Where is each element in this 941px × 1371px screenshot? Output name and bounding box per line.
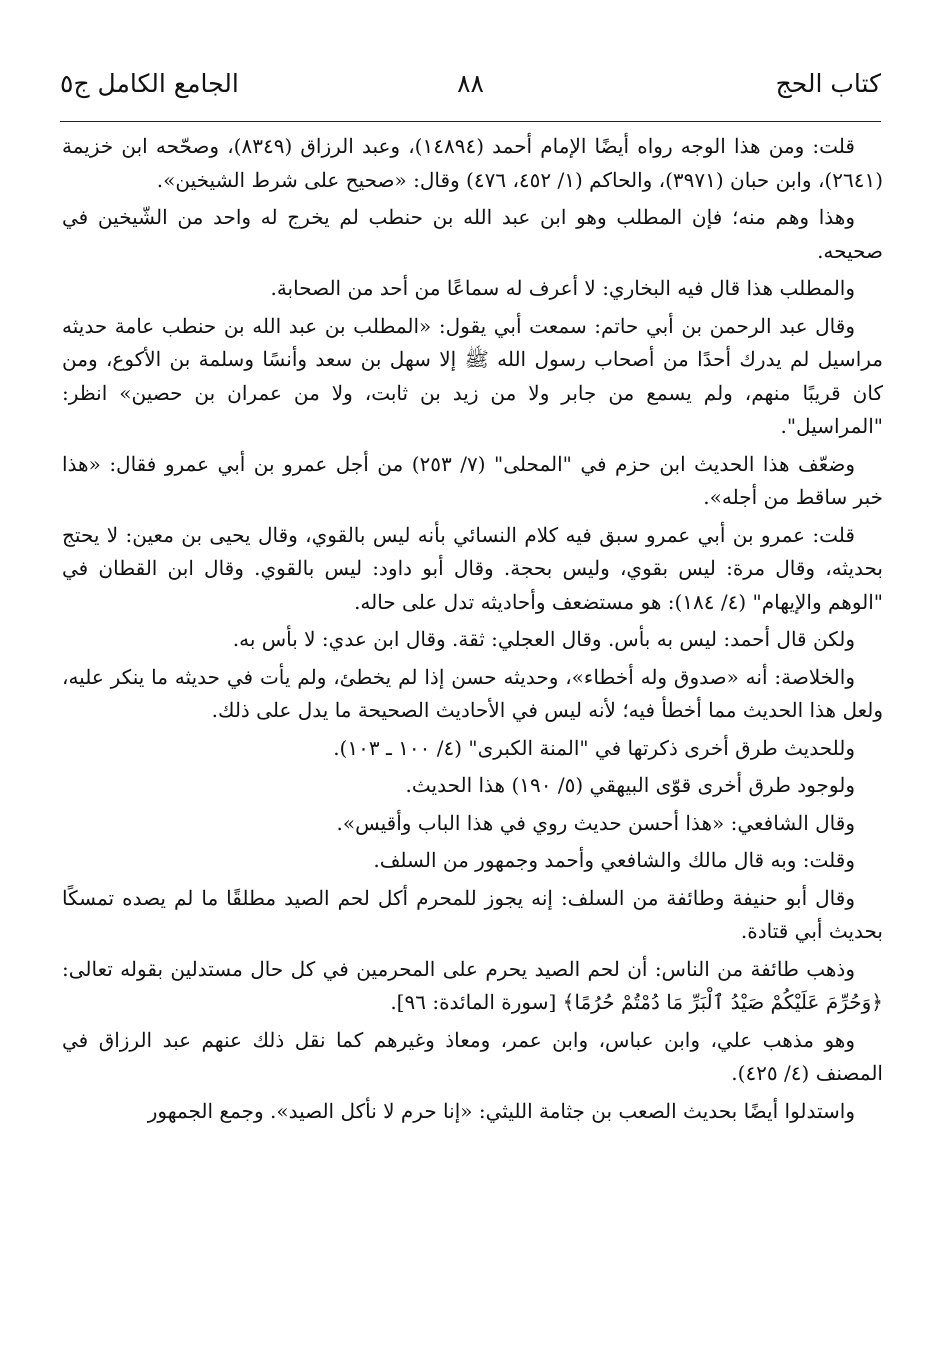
paragraph: ولوجود طرق أخرى قوّى البيهقي (٥/ ١٩٠) هذا الحديث. bbox=[405, 773, 855, 797]
chapter-title: كتاب الحج bbox=[775, 69, 881, 98]
paragraph: وذهب طائفة من الناس: أن لحم الصيد يحرم على المحرمين في كل حال مستدلين بقوله تعالى: ﴿وَحُرِّمَ عَلَيْكُمْ صَيْدُ ٱلْبَرِّ مَا دُمْتُمْ حُرُمًا﴾ [سورة المائدة: ٩٦]. bbox=[62, 956, 883, 1014]
paragraph: واستدلوا أيضًا بحديث الصعب بن جثامة الليثي: «إنا حرم لا نأكل الصيد». وجمع الجمهور bbox=[147, 1098, 855, 1123]
paragraph: والخلاصة: أنه «صدوق وله أخطاء»، وحديثه حسن إذا لم يخطئ، ولم يأت في حديثه ما ينكر عليه، ولعل هذا الحديث مما أخطأ فيه؛ لأنه ليس في الأحاديث الصحيحة ما يدل على ذلك. bbox=[62, 664, 883, 722]
paragraph: قلت: ومن هذا الوجه رواه أيضًا الإمام أحمد (١٤٨٩٤)، وعبد الرزاق (٨٣٤٩)، وصحّحه ابن خزيمة (٢٦٤١)، وابن حبان (٣٩٧١)، والحاكم (١/ ٤٥٢، ٤٧٦) وقال: «صحيح على شرط الشيخين». bbox=[62, 134, 883, 192]
page-body bbox=[62, 130, 883, 1361]
paragraph: ولكن قال أحمد: ليس به بأس. وقال العجلي: ثقة. وقال ابن عدي: لا بأس به. bbox=[232, 627, 855, 651]
paragraph: وقال الشافعي: «هذا أحسن حديث روي في هذا الباب وأقيس». bbox=[336, 810, 855, 835]
paragraph: قلت: عمرو بن أبي عمرو سبق فيه كلام النسائي بأنه ليس بالقوي، وقال يحيى بن معين: لا يحتج بحديثه، وقال مرة: ليس بقوي، وليس بحجة. وقال أبو داود: ليس بالقوي. وقال ابن القطان في "الوهم والإيهام" (٤/ ١٨٤): هو مستضعف وأحاديثه تدل على حاله. bbox=[62, 522, 883, 614]
book-title: الجامع الكامل ج٥ bbox=[60, 69, 239, 98]
paragraph: وقلت: وبه قال مالك والشافعي وأحمد وجمهور من السلف. bbox=[373, 848, 855, 872]
header-rule bbox=[60, 121, 881, 122]
paragraph: وقال عبد الرحمن بن أبي حاتم: سمعت أبي يقول: «المطلب بن عبد الله بن حنطب عامة حديثه مراسيل لم يدرك أحدًا من أصحاب رسول الله ﷺ إلا سهل بن سعد وأنسًا وسلمة بن الأكوع، ومن كان قريبًا منهم، ولم يسمع من جابر ولا من زيد بن ثابت، ولا من عمران بن حصين» انظر: "المراسيل". bbox=[62, 313, 883, 438]
paragraph: وهذا وهم منه؛ فإن المطلب وهو ابن عبد الله بن حنطب لم يخرج له واحد من الشّيخين في صحيحه. bbox=[62, 205, 883, 263]
paragraph: والمطلب هذا قال فيه البخاري: لا أعرف له سماعًا من أحد من الصحابة. bbox=[270, 276, 855, 300]
paragraph: وهو مذهب علي، وابن عباس، وابن عمر، ومعاذ وغيرهم كما نقل ذلك عنهم عبد الرزاق في المصنف (٤/ ٤٢٥). bbox=[62, 1027, 883, 1085]
paragraph: وضعّف هذا الحديث ابن حزم في "المحلى" (٧/ ٢٥٣) من أجل عمرو بن أبي عمرو فقال: «هذا خبر ساقط من أجله». bbox=[62, 451, 883, 509]
paragraph: وقال أبو حنيفة وطائفة من السلف: إنه يجوز للمحرم أكل لحم الصيد مطلقًا ما لم يصده تمسكًا بحديث أبي قتادة. bbox=[62, 885, 883, 943]
page-header bbox=[60, 64, 881, 114]
page-number: ٨٨ bbox=[457, 69, 484, 98]
paragraph: وللحديث طرق أخرى ذكرتها في "المنة الكبرى" (٤/ ١٠٠ ـ ١٠٣). bbox=[333, 735, 855, 760]
